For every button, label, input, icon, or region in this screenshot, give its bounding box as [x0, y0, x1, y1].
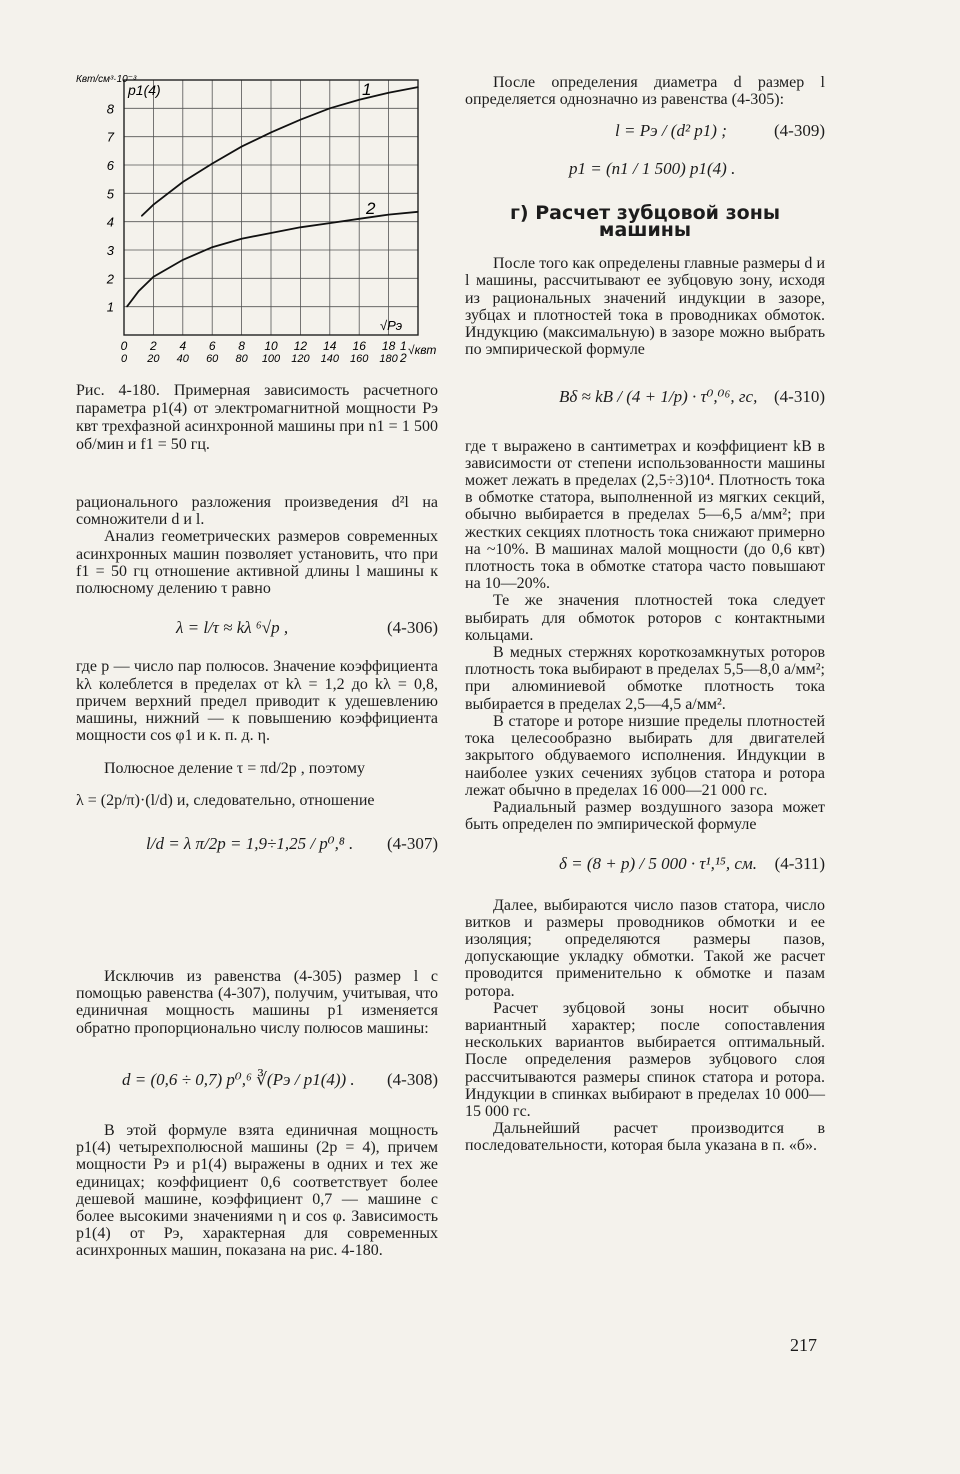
- equation-4-311-body: δ = (8 + p) / 5 000 · τ¹,¹⁵, см.: [559, 854, 757, 874]
- curve-1-point: [212, 163, 213, 164]
- equation-4-309-body: l = Pэ / (d² p1) ;: [615, 121, 727, 141]
- x-tick-label-p: 100: [261, 353, 281, 365]
- equation-4-309b-body: p1 = (n1 / 1 500) p1(4) .: [569, 158, 736, 178]
- right-paragraph-6: В статоре и роторе низшие пределы плотностей тока целесообразно выбирать для двигателей закрытого обдуваемого исполнения. Индукции в наиболее узких сечениях зубцов статора и ротора лежат обычно в пределах 16 000—21 000 гс.: [465, 712, 825, 799]
- x-tick-label-sqrt: 2: [150, 339, 157, 353]
- figure-4-180: [0, 0, 460, 380]
- curve-2-point: [138, 290, 139, 291]
- equation-4-311: [465, 855, 825, 872]
- right-paragraph-5: В медных стержнях короткозамкнутых роторов плотность тока выбирают в пределах 5,5—8,0 а/мм²; при алюминиевой обмотке плотность тока выбирается в пределах 2,5—4,5 а/мм².: [465, 644, 825, 713]
- left-paragraph-5: λ = (2p/π)·(l/d) и, следовательно, отношение: [76, 791, 375, 809]
- curve-2-point: [212, 247, 213, 248]
- y-tick-label: 7: [106, 129, 114, 145]
- chart-curves: [126, 86, 418, 307]
- equation-4-309-number: (4-309): [774, 121, 825, 141]
- param-label: p1(4): [128, 82, 161, 98]
- equation-4-307: [116, 835, 438, 852]
- curve-2-point: [417, 211, 418, 212]
- x-tick-label-sqrt: 18: [381, 339, 396, 353]
- curve-1-label: 1: [362, 80, 372, 99]
- curve-2-point: [270, 232, 271, 233]
- section-heading: г) Расчет зубцовой зоны машины: [509, 201, 781, 242]
- equation-4-310-number: (4-310): [774, 387, 825, 407]
- equation-4-310-body: Bδ ≈ kB / (4 + 1/p) · τ⁰,⁰⁶, гс,: [559, 387, 758, 407]
- curve-2-label: 2: [366, 199, 376, 218]
- y-tick-label: 3: [106, 243, 114, 258]
- curve-1-point: [388, 92, 389, 93]
- right-paragraph-4: Те же значения плотностей тока следует выбирать для обмоток роторов с контактными кольцами.: [465, 592, 825, 644]
- x-tick-label-sqrt: 6: [208, 339, 216, 353]
- y-tick-label: 6: [106, 158, 114, 173]
- page-number: 217: [790, 1335, 817, 1355]
- curve-1-point: [329, 108, 330, 109]
- x-tick-label-sqrt: 4: [179, 339, 187, 353]
- x-unit-label: √квт: [408, 343, 437, 357]
- left-paragraph-7: В этой формуле взята единичная мощность p1(4) четырехполюсной машины (2p = 4), причем мощности Pэ и p1(4) выражены в одних и тех же единицах; коэффициент 0,6 соответствует более дешевой машине, коэффициент 0,7 — машине с более высокими значениями η и cos φ. Зависимость p1(4) от Pэ, характерная для современных асинхронных машин, показана на рис. 4-180.: [76, 1122, 438, 1260]
- curve-2-point: [359, 218, 360, 219]
- curve-2-point: [126, 306, 127, 307]
- x-tick-label-p: 0: [120, 353, 128, 365]
- curve-2-point: [241, 238, 242, 239]
- left-paragraph-4: Полюсное деление τ = πd/2p , поэтому: [104, 760, 365, 778]
- y-tick-label: 4: [106, 214, 114, 230]
- right-paragraph-2: После того как определены главные размеры d и l машины, рассчитывают ее зубцовую зону, исходя из рациональных значений индукции в зазоре, зубцах и плотностей тока в проводниках обмоток. Индукцию (максимальную) в зазоре можно выбрать по эмпирической формуле: [465, 255, 825, 359]
- curve-1-point: [270, 132, 271, 133]
- y-unit-label: Квт/см³·10⁻³: [76, 74, 137, 85]
- y-tick-label: 2: [106, 271, 114, 287]
- x-tick-label-p: 20: [147, 353, 160, 365]
- equation-4-306-number: (4-306): [387, 618, 438, 638]
- y-tick-label: 8: [106, 101, 114, 117]
- curve-1-point: [153, 204, 154, 205]
- left-paragraph-3: где p — число пар полюсов. Значение коэффициента kλ колеблется в пределах от kλ = 1,2 до kλ = 0,8, причем верхний предел приводит к удешевлению машины, нижний — к повышению коэффициента мощности cos φ1 и к. п. д. η.: [76, 658, 438, 745]
- figure-caption: Рис. 4-180. Примерная зависимость расчетного параметра p1(4) от электромагнитной мощности Pэ квт трехфазной асинхронной машины при n1 = 1 500 об/мин и f1 = 50 гц.: [76, 382, 438, 453]
- x-tick-label-p: 80: [235, 353, 248, 365]
- curve-1-point: [300, 119, 301, 120]
- left-paragraph-2: Анализ геометрических размеров современных асинхронных машин позволяет установить, что при f1 = 50 гц отношение активной длины l машины к полюсному делению τ равно: [76, 528, 438, 598]
- left-column-upper: [76, 494, 438, 874]
- equation-4-308: [106, 1071, 438, 1088]
- equation-4-308-body: d = (0,6 ÷ 0,7) p⁰,⁶ ∛(Pэ / p1(4)) .: [122, 1069, 355, 1089]
- equation-4-307-body: l/d = λ π/2p = 1,9÷1,25 / p⁰,⁸ .: [146, 833, 354, 853]
- curve-2-point: [388, 214, 389, 215]
- right-paragraph-9: Расчет зубцовой зоны носит обычно вариантный характер; после сопоставления нескольких вариантов выбирается оптимальный. После определения размеров зубцового слоя рассчитываются размеры спинок статора и ротора. Индукции в спинках выбирают в пределах 10 000—15 000 гс.: [465, 999, 825, 1120]
- equation-4-306-body: λ = l/τ ≈ kλ ⁶√p ,: [176, 618, 289, 638]
- x-tick-labels: [121, 339, 399, 365]
- equation-4-306: [116, 619, 438, 636]
- x-tick-label-p: 160: [350, 353, 369, 365]
- curve-2-point: [153, 276, 154, 277]
- equation-4-309b: [465, 160, 825, 177]
- x-tick-label-p: 180: [379, 353, 398, 365]
- x-end-sqrt: 1: [400, 339, 407, 353]
- curve-1-point: [417, 86, 418, 87]
- x-tick-label-sqrt: 10: [264, 339, 278, 353]
- x-tick-label-p: 120: [291, 353, 310, 365]
- curve-2-point: [300, 227, 301, 228]
- x-tick-label-sqrt: 16: [352, 339, 366, 353]
- y-tick-labels: [106, 101, 115, 314]
- x-tick-label-p: 140: [320, 353, 339, 365]
- right-paragraph-3: где τ выражено в сантиметрах и коэффициент kB в зависимости от степени использованности машины может лежать в пределах (2,5÷3)10⁴. Плотность тока в обмотке статора, выполненной из мягких секций, обычно выбирается в пределах 5—6,5 а/мм²; при жестких секциях плотность тока снижают примерно на ~10%. В машинах малой мощности (до 0,6 квт) плотность тока в обмотке статора часто повышают на 10—20%.: [465, 437, 825, 593]
- left-paragraph-1: рационального разложения произведения d²l на сомножители d и l.: [76, 494, 438, 529]
- x-tick-label-sqrt: 14: [323, 339, 337, 353]
- right-column: [465, 74, 825, 1155]
- left-paragraph-6: Исключив из равенства (4-305) размер l с помощью равенства (4-307), получим, учитывая, что единичная мощность машины p1 изменяется обратно пропорционально числу полюсов машины:: [76, 968, 438, 1037]
- equation-4-308-number: (4-308): [387, 1069, 438, 1089]
- x-tick-label-p: 60: [206, 353, 219, 365]
- right-paragraph-7: Радиальный размер воздушного зазора может быть определен по эмпирической формуле: [465, 798, 825, 834]
- curve-2-point: [182, 259, 183, 260]
- x-tick-label-sqrt: 8: [238, 339, 245, 353]
- y-tick-label: 1: [106, 299, 114, 315]
- curve-2-point: [329, 222, 330, 223]
- x-tick-label-p: 40: [176, 353, 189, 365]
- equation-4-311-number: (4-311): [774, 854, 825, 874]
- equation-4-307-number: (4-307): [387, 833, 438, 853]
- right-paragraph-1: После определения диаметра d размер l определяется однозначно из равенства (4-305):: [465, 74, 825, 109]
- y-tick-label: 5: [106, 186, 114, 202]
- x-tick-label-sqrt: 12: [293, 339, 308, 353]
- equation-4-309: [465, 122, 825, 139]
- x-tick-label-sqrt: 0: [120, 339, 128, 353]
- curve-2: [127, 212, 418, 307]
- right-paragraph-8: Далее, выбираются число пазов статора, число витков и размеры проводников обмотки и ее изоляция; определяются размеры пазов, допускающие укладку обмотки. Такой же расчет проводится применительно к обмотке и пазам ротора.: [465, 896, 825, 1000]
- curve-1-point: [241, 146, 242, 147]
- curve-1-point: [182, 181, 183, 182]
- curve-1-point: [359, 99, 360, 100]
- curve-1-point: [141, 215, 142, 216]
- equation-4-310: [465, 388, 825, 405]
- x-end-p: 2: [400, 351, 407, 365]
- right-paragraph-10: Дальнейший расчет производится в последовательности, которая была указана в п. «б».: [465, 1120, 825, 1155]
- x-axis-label: √Pэ: [380, 318, 403, 333]
- left-column-lower: [76, 968, 438, 1260]
